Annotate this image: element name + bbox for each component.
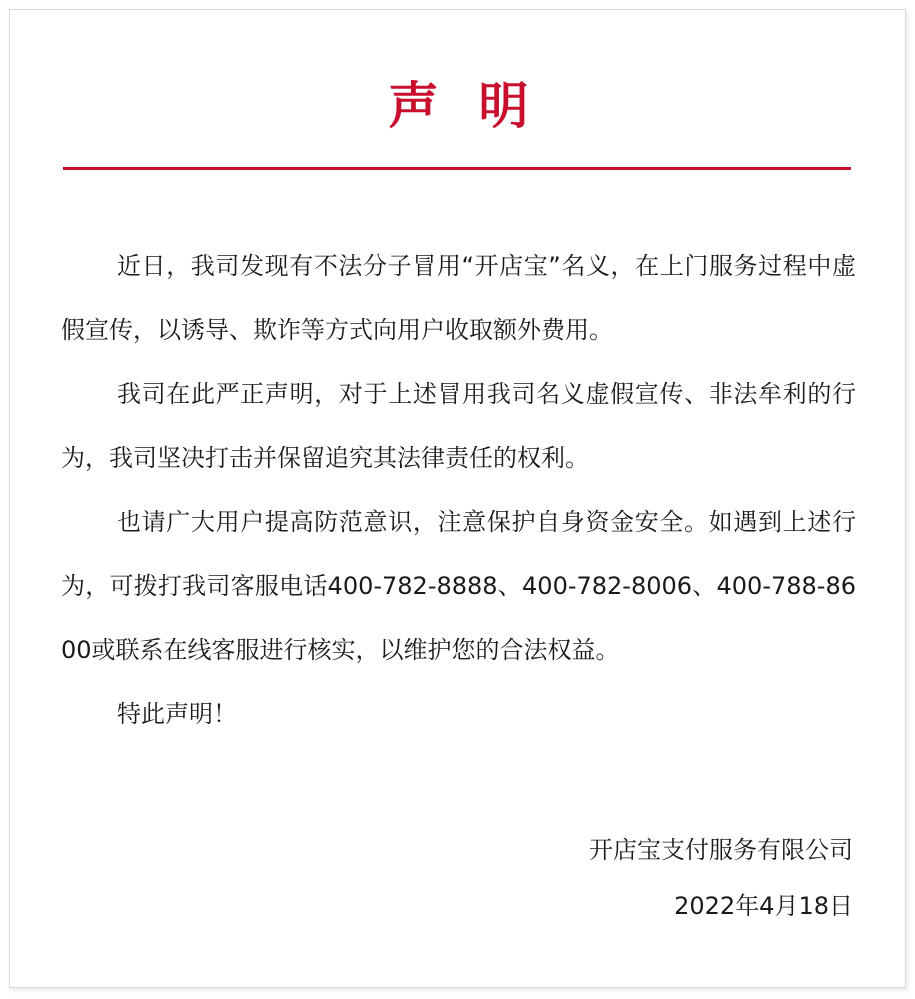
paragraph-3: 也请广大用户提高防范意识，注意保护自身资金安全。如遇到上述行为，可拨打我司客服电话400-782-8888、400-782-8006、400-788-8600或联系在线客服进行核实，以维护您的合法权益。 — [61, 508, 856, 664]
paragraph-2: 我司在此严正声明，对于上述冒用我司名义虚假宣传、非法牟利的行为，我司坚决打击并保留追究其法律责任的权利。 — [61, 380, 856, 472]
paragraph-4: 特此声明！ — [117, 700, 237, 728]
title-divider — [63, 167, 851, 170]
signature-block — [589, 822, 853, 934]
notice-date: 2022年4月18日 — [674, 892, 853, 920]
paragraph-1: 近日，我司发现有不法分子冒用“开店宝”名义，在上门服务过程中虚假宣传，以诱导、欺诈等方式向用户收取额外费用。 — [61, 252, 856, 344]
notice-page — [9, 9, 906, 988]
notice-title: 声明 — [388, 77, 569, 135]
notice-body — [61, 234, 856, 746]
company-name: 开店宝支付服务有限公司 — [589, 836, 853, 864]
